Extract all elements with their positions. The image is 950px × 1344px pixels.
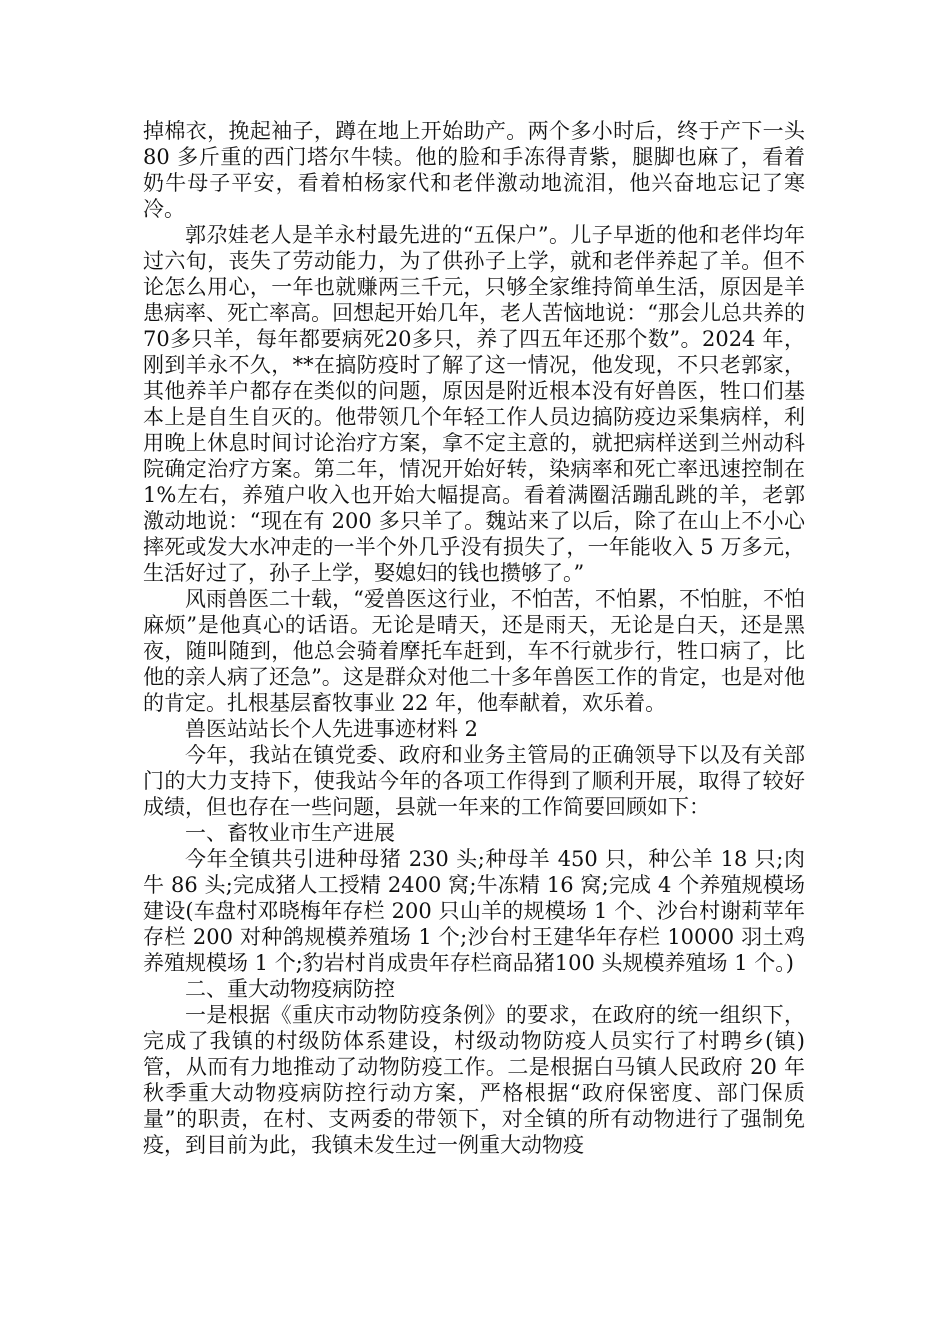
heading-2: 二、重大动物疫病防控: [185, 977, 395, 1001]
paragraph-3: 风雨兽医二十载，“爱兽医这行业，不怕苦，不怕累，不怕脏，不怕麻烦”是他真心的话语。无论是晴天，还是雨天，无论是白天，还是黑夜，随叫随到，他总会骑着摩托车赶到，车不行就步行，牲口病了，比他的亲人病了还急”。这是群众对他二十多年兽医工作的肯定，也是对他的肯定。扎根基层畜牧事业 22 年，他奉献着，欢乐着。: [143, 587, 805, 715]
paragraph-4: 今年，我站在镇党委、政府和业务主管局的正确领导下以及有关部门的大力支持下，使我站今年的各项工作得到了顺利开展，取得了较好成绩，但也存在一些问题，县就一年来的工作简要回顾如下：: [143, 743, 805, 819]
paragraph-1: 掉棉衣，挽起袖子，蹲在地上开始助产。两个多小时后，终于产下一头 80 多斤重的西门塔尔牛犊。他的脸和手冻得青紫，腿脚也麻了，看着奶牛母子平安，看着柏杨家代和老伴激动地流泪，他兴奋地忘记了寒冷。: [143, 119, 805, 221]
section-title: 兽医站站长个人先进事迹材料 2: [185, 717, 479, 741]
document-page: [143, 118, 805, 1158]
heading-1: 一、畜牧业市生产进展: [185, 821, 395, 845]
paragraph-2: 郭尕娃老人是羊永村最先进的“五保户”。儿子早逝的他和老伴均年过六旬，丧失了劳动能力，为了供孙子上学，就和老伴养起了羊。但不论怎么用心，一年也就赚两三千元，只够全家维持简单生活，原因是羊患病率、死亡率高。回想起开始几年，老人苦恼地说：“那会儿总共养的70多只羊，每年都要病死20多只，养了四五年还那个数”。2024 年，刚到羊永不久，**在搞防疫时了解了这一情况，他发现，不只老郭家，其他养羊户都存在类似的问题，原因是附近根本没有好兽医，牲口们基本上是自生自灭的。他带领几个年轻工作人员边搞防疫边采集病样，利用晚上休息时间讨论治疗方案，拿不定主意的，就把病样送到兰州动科院确定治疗方案。第二年，情况开始好转，染病率和死亡率迅速控制在 1%左右，养殖户收入也开始大幅提高。看着满圈活蹦乱跳的羊，老郭激动地说：“现在有 200 多只羊了。魏站来了以后，除了在山上不小心摔死或发大水冲走的一半个外几乎没有损失了，一年能收入 5 万多元，生活好过了，孙子上学，娶媳妇的钱也攒够了。”: [143, 223, 805, 585]
paragraph-6: 一是根据《重庆市动物防疫条例》的要求，在政府的统一组织下，完成了我镇的村级防体系建设，村级动物防疫人员实行了村聘乡(镇)管，从而有力地推动了动物防疫工作。二是根据白马镇人民政府 20 年秋季重大动物疫病防控行动方案，严格根据“政府保密度、部门保质量”的职责，在村、支两委的带领下，对全镇的所有动物进行了强制免疫，到目前为此，我镇未发生过一例重大动物疫: [143, 1003, 805, 1157]
paragraph-5: 今年全镇共引进种母猪 230 头;种母羊 450 只，种公羊 18 只;肉牛 86 头;完成猪人工授精 2400 窝;牛冻精 16 窝;完成 4 个养殖规模场建设(车盘村邓晓梅年存栏 200 只山羊的规模场 1 个、沙台村谢莉苹年存栏 200 对种鸽规模养殖场 1 个;沙台村王建华年存栏 10000 羽土鸡养殖规模场 1 个;豹岩村肖成贵年存栏商品猪100 头规模养殖场 1 个。): [143, 847, 805, 975]
